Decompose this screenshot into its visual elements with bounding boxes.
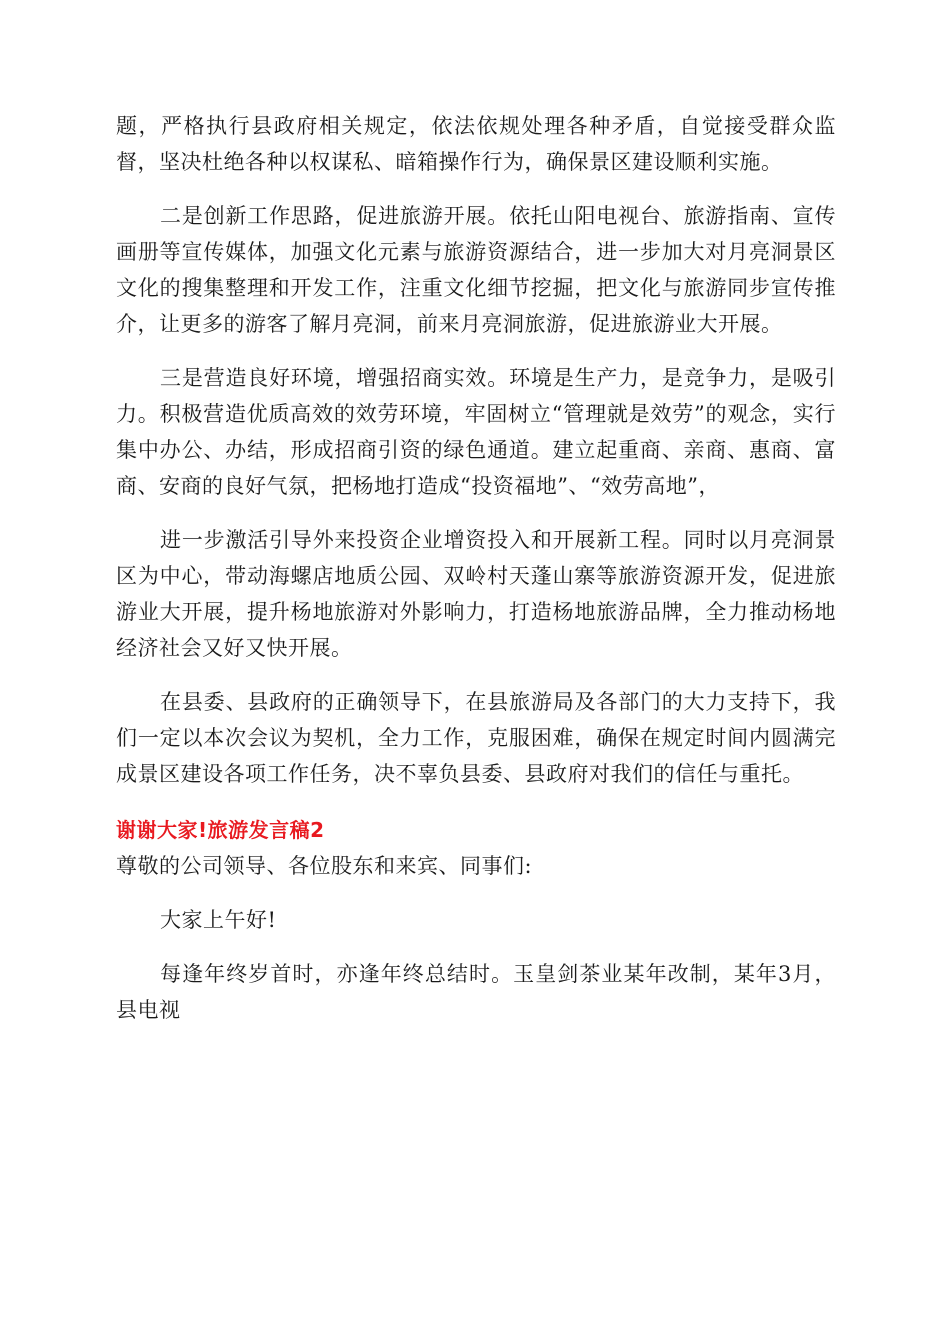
paragraph-investment: 进一步激活引导外来投资企业增资投入和开展新工程。同时以月亮洞景区为中心，带动海螺店地质公园、双岭村天蓬山寨等旅游资源开发，促进旅游业大开展，提升杨地旅游对外影响力，打造杨地旅游品牌，全力推动杨地经济社会又好又快开展。: [116, 528, 836, 660]
paragraph-salutation: 尊敬的公司领导、各位股东和来宾、同事们:: [116, 854, 533, 878]
paragraph-continuation: 题，严格执行县政府相关规定，依法依规处理各种矛盾，自觉接受群众监督，坚决杜绝各种以权谋私、暗箱操作行为，确保景区建设顺利实施。: [116, 114, 836, 174]
section-heading: 谢谢大家!旅游发言稿2: [116, 818, 325, 842]
paragraph-closing: 在县委、县政府的正确领导下，在县旅游局及各部门的大力支持下，我们一定以本次会议为契机，全力工作，克服困难，确保在规定时间内圆满完成景区建设各项工作任务，决不辜负县委、县政府对我们的信任与重托。: [116, 690, 836, 786]
document-page: [116, 108, 836, 1028]
paragraph-innovation: 二是创新工作思路，促进旅游开展。依托山阳电视台、旅游指南、宣传画册等宣传媒体，加强文化元素与旅游资源结合，进一步加大对月亮洞景区文化的搜集整理和开发工作，注重文化细节挖掘，把文化与旅游同步宣传推介，让更多的游客了解月亮洞，前来月亮洞旅游，促进旅游业大开展。: [116, 204, 836, 336]
paragraph-environment: 三是营造良好环境，增强招商实效。环境是生产力，是竞争力，是吸引力。积极营造优质高效的效劳环境，牢固树立“管理就是效劳”的观念，实行集中办公、办结，形成招商引资的绿色通道。建立起重商、亲商、惠商、富商、安商的良好气氛，把杨地打造成“投资福地”、“效劳高地”，: [116, 366, 836, 498]
paragraph-opening: 每逢年终岁首时，亦逢年终总结时。玉皇剑茶业某年改制，某年3月，县电视: [116, 962, 836, 1022]
paragraph-greeting: 大家上午好!: [160, 908, 277, 932]
